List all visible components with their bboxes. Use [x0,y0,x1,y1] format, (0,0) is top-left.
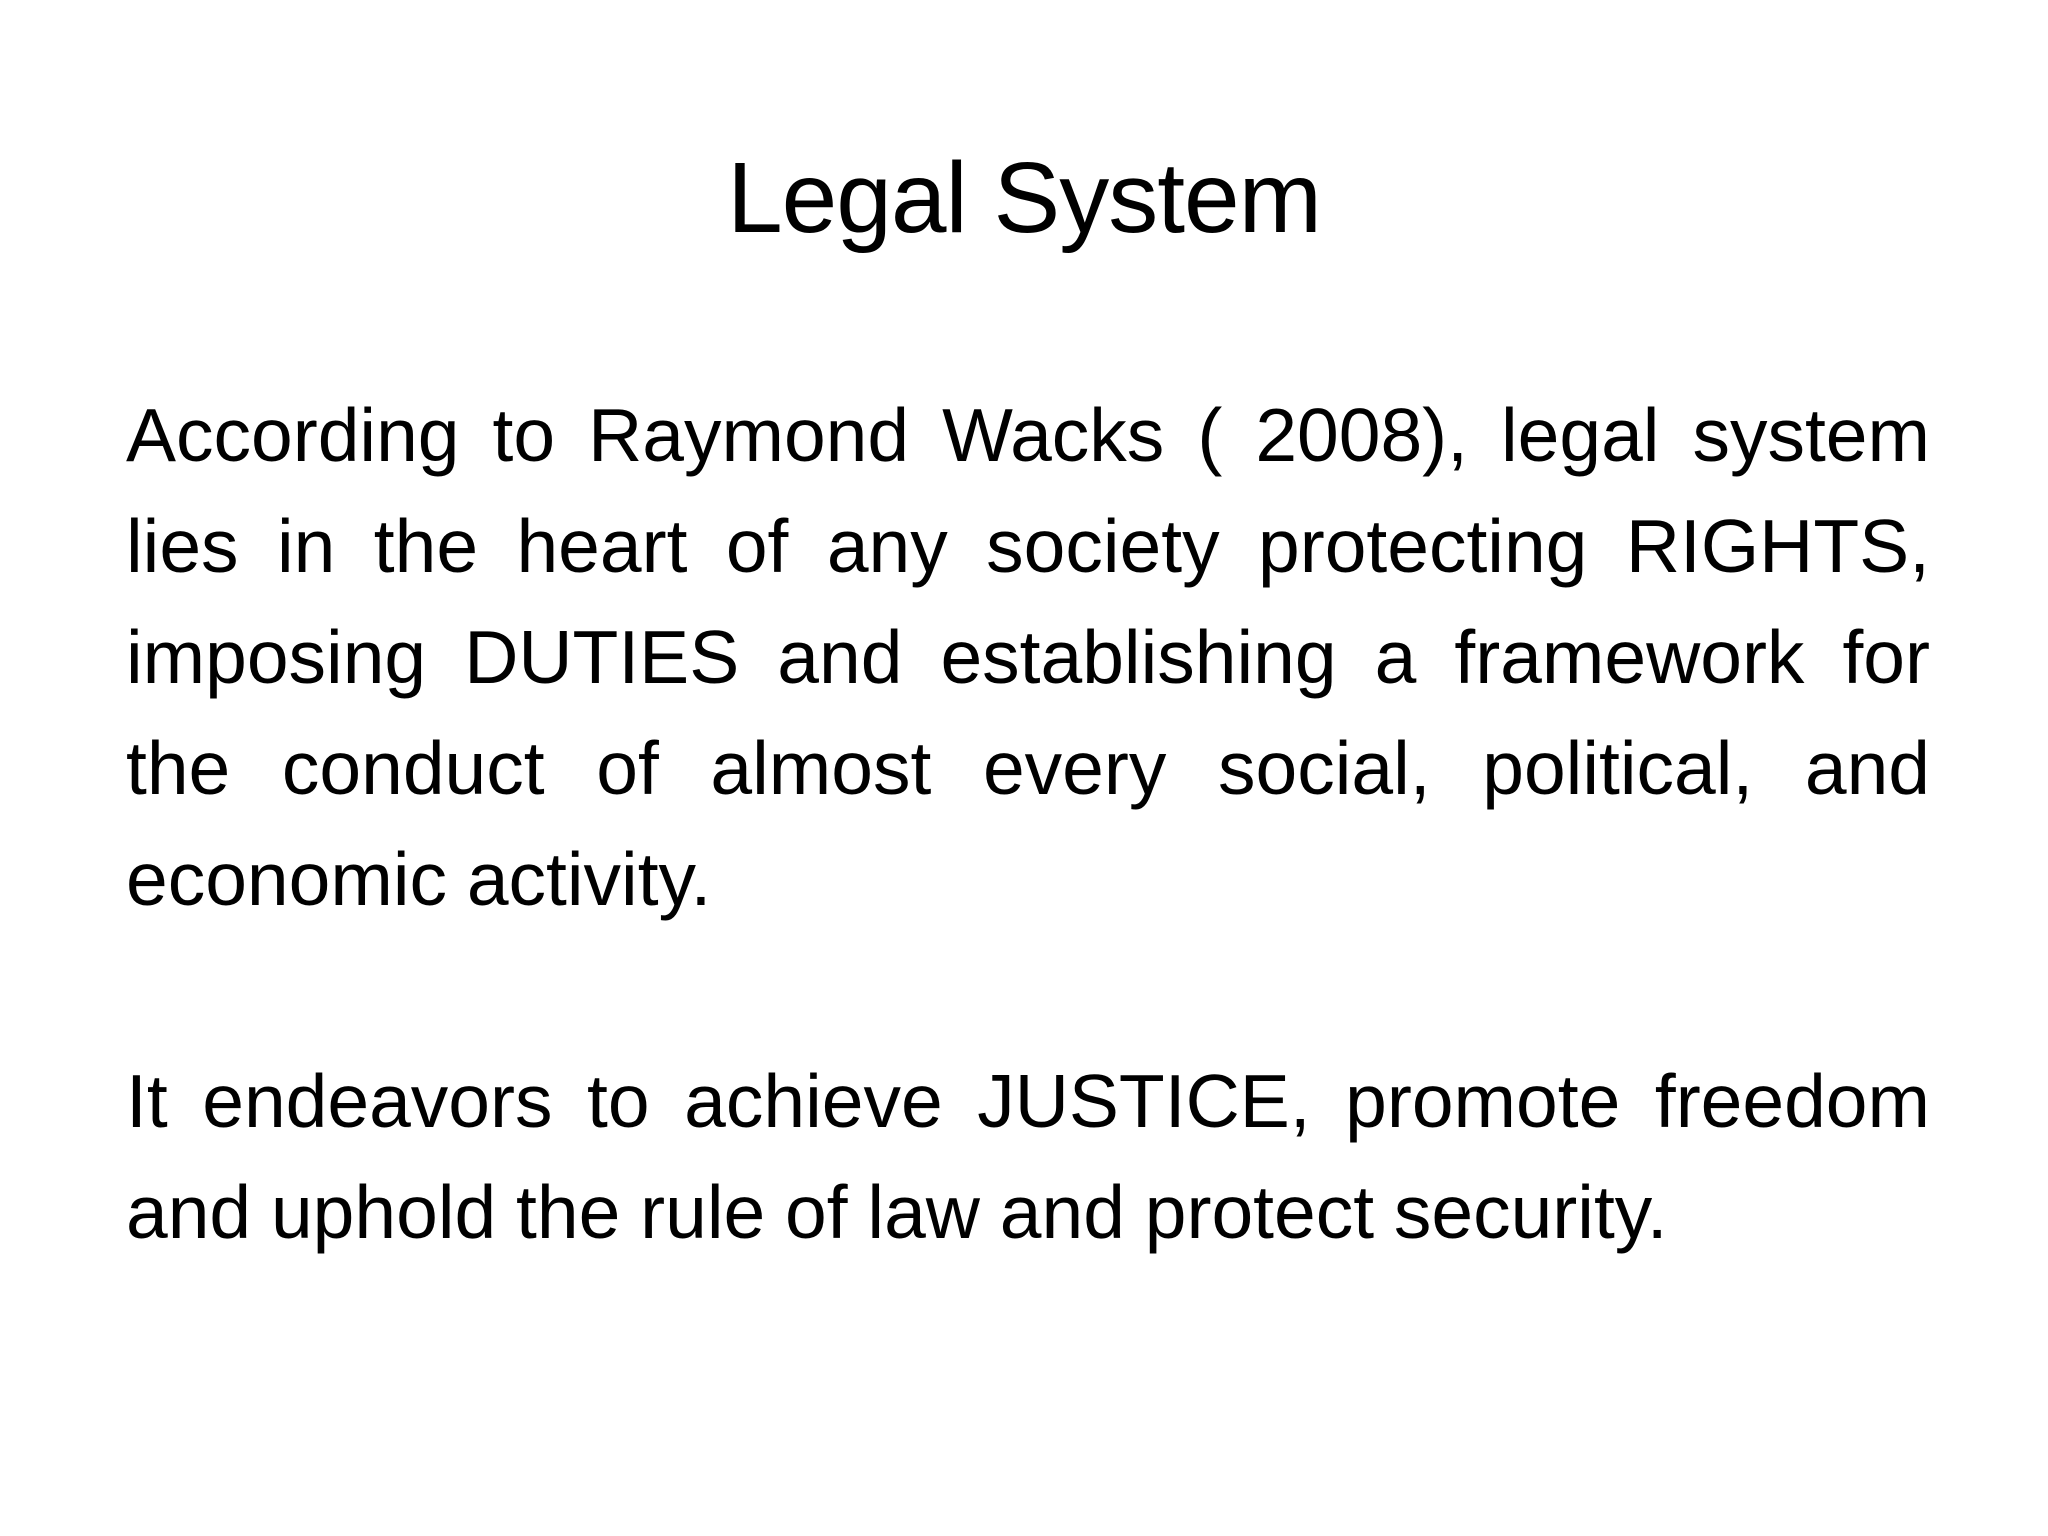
definition-paragraph: According to Raymond Wacks ( 2008), legal system lies in the heart of any society protecting RIGHTS, imposing DUTIES and establishing a framework for the conduct of almost every social, political, and economic activity. [126,393,1930,921]
purpose-paragraph: It endeavors to achieve JUSTICE, promote freedom and uphold the rule of law and protect security. [126,1059,1930,1254]
slide-title: Legal System [727,142,1321,254]
slide-body [126,380,1930,1268]
